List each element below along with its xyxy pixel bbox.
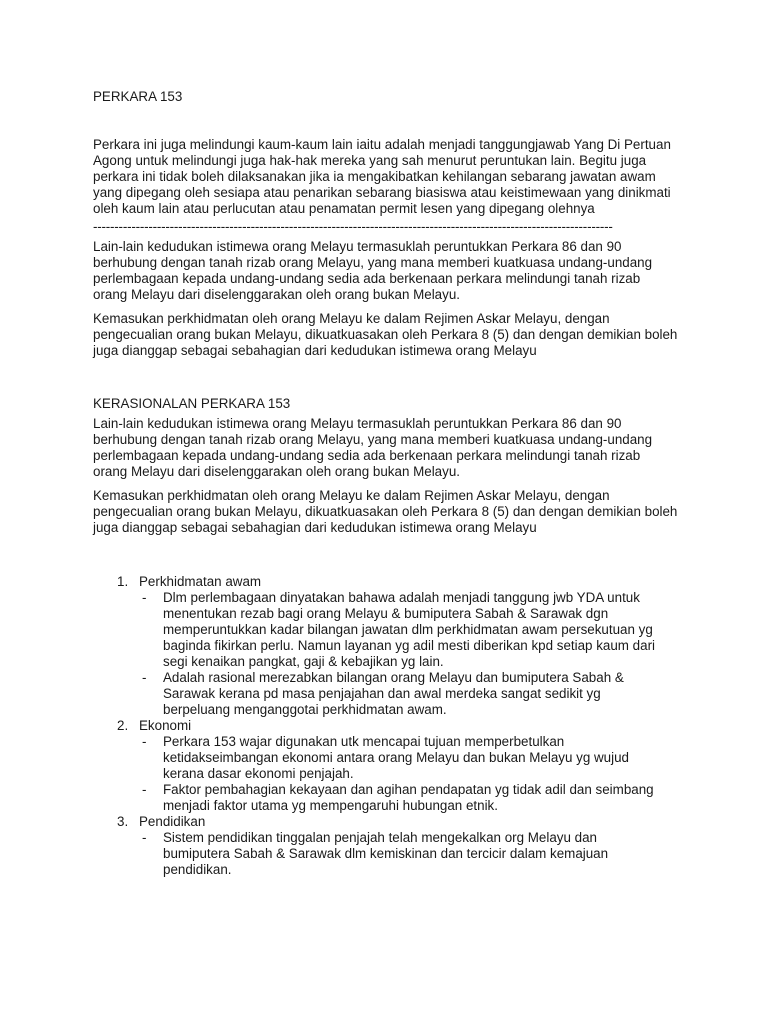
sub-list-text: Adalah rasional merezabkan bilangan orang Melayu dan bumiputera Sabah & Sarawak kerana pd masa penjajahan dan awal merdeka sangat sedikit yg berpeluang menganggotai perkhidmatan awam. <box>163 670 624 717</box>
list-item-ekonomi <box>93 718 683 814</box>
dash-marker: - <box>142 830 147 845</box>
dashed-divider: -------------------------------------------------------------------------------------------------------------------------- <box>93 219 613 234</box>
list-number: 3. <box>117 814 129 829</box>
sub-list-text: Dlm perlembagaan dinyatakan bahawa adalah menjadi tanggung jwb YDA untuk menentukan rezab bagi orang Melayu & bumiputera Sabah & Sarawak dgn memperuntukkan kadar bilangan jawatan dlm perkhidmatan awam persekutuan yg baginda fikirkan perlu. Namun layanan yg adil mesti diberikan kpd setiap kaum dari segi kenaikan pangkat, gaji & kebajikan yg lain. <box>163 590 656 669</box>
sub-list-text: Faktor pembahagian kekayaan dan agihan pendapatan yg tidak adil dan seimbang menjadi faktor utama yg mempengaruhi hubungan etnik. <box>163 782 654 813</box>
list-number: 2. <box>117 718 129 733</box>
sub-list-item <box>139 782 663 814</box>
sub-list-item <box>139 670 663 718</box>
sub-list-text: Perkara 153 wajar digunakan utk mencapai tujuan memperbetulkan ketidakseimbangan ekonomi antara orang Melayu dan bukan Melayu yg wujud kerana dasar ekonomi penjajah. <box>163 734 629 781</box>
paragraph-malay-regiment-2: Kemasukan perkhidmatan oleh orang Melayu ke dalam Rejimen Askar Melayu, dengan pengecualian orang bukan Melayu, dikuatkuasakan oleh Perkara 8 (5) dan dengan demikian boleh juga dianggap sebagai sebahagian dari kedudukan istimewa orang Melayu <box>93 488 678 535</box>
list-number: 1. <box>117 574 129 589</box>
sub-list-item <box>139 830 663 878</box>
rationale-list <box>93 574 683 878</box>
list-item-perkhidmatan-awam <box>93 574 683 718</box>
paragraph-malay-regiment: Kemasukan perkhidmatan oleh orang Melayu ke dalam Rejimen Askar Melayu, dengan pengecualian orang bukan Melayu, dikuatkuasakan oleh Perkara 8 (5) dan dengan demikian boleh juga dianggap sebagai sebahagian dari kedudukan istimewa orang Melayu <box>93 311 678 358</box>
sub-list <box>139 590 683 718</box>
document-body <box>93 89 683 878</box>
paragraph-protection-other-races: Perkara ini juga melindungi kaum-kaum lain iaitu adalah menjadi tanggungjawab Yang Di Pertuan Agong untuk melindungi juga hak-hak mereka yang sah menurut peruntukan lain. Begitu juga perkara ini tidak boleh dilaksanakan jika ia mengakibatkan kehilangan sebarang jawatan awam yang dipegang oleh sesiapa atau penarikan sebarang biasiswa atau keistimewaan yang dinikmati oleh kaum lain atau perlucutan atau penamatan permit lesen yang dipegang olehnya <box>93 137 671 216</box>
list-item-title: Ekonomi <box>139 718 192 733</box>
sub-list <box>139 734 683 814</box>
section-heading-kerasionalan: KERASIONALAN PERKARA 153 <box>93 396 291 411</box>
sub-list-text: Sistem pendidikan tinggalan penjajah telah mengekalkan org Melayu dan bumiputera Sabah & Sarawak dlm kemiskinan dan tercicir dalam kemajuan pendidikan. <box>163 830 609 877</box>
paragraph-malay-reserve-land: Lain-lain kedudukan istimewa orang Melayu termasuklah peruntukkan Perkara 86 dan 90 berhubung dengan tanah rizab orang Melayu, yang mana memberi kuatkuasa undang-undang perlembagaan kepada undang-undang sedia ada berkenaan perkara melindungi tanah rizab orang Melayu dari diselenggarakan oleh orang bukan Melayu. <box>93 239 653 302</box>
section-heading-perkara-153: PERKARA 153 <box>93 89 183 104</box>
sub-list-item <box>139 590 663 670</box>
dash-marker: - <box>142 590 147 605</box>
dash-marker: - <box>142 670 147 685</box>
dash-marker: - <box>142 782 147 797</box>
sub-list-item <box>139 734 663 782</box>
list-item-title: Pendidikan <box>139 814 206 829</box>
dash-marker: - <box>142 734 147 749</box>
list-item-pendidikan <box>93 814 683 878</box>
list-item-title: Perkhidmatan awam <box>139 574 262 589</box>
paragraph-malay-reserve-land-2: Lain-lain kedudukan istimewa orang Melayu termasuklah peruntukkan Perkara 86 dan 90 berhubung dengan tanah rizab orang Melayu, yang mana memberi kuatkuasa undang-undang perlembagaan kepada undang-undang sedia ada berkenaan perkara melindungi tanah rizab orang Melayu dari diselenggarakan oleh orang bukan Melayu. <box>93 416 653 479</box>
sub-list <box>139 830 683 878</box>
